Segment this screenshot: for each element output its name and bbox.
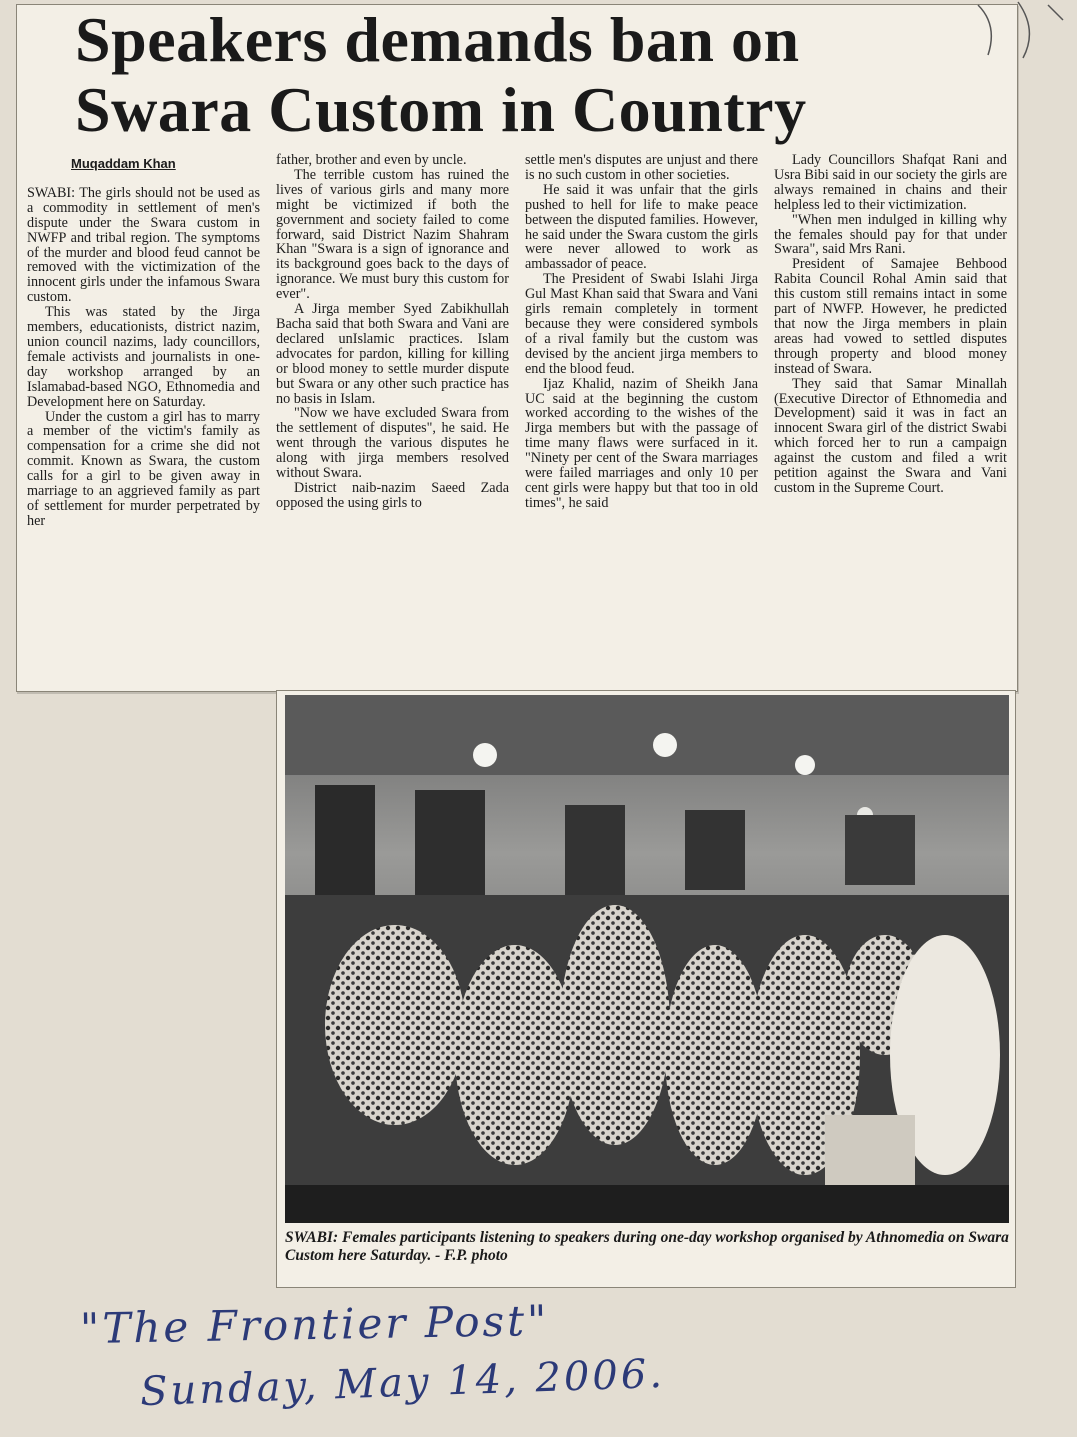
paragraph: They said that Samar Minallah (Executive Director of Ethnomedia and Development) said it was in fact an innocent Swara girl of the district Swabi which forced her to run a campaign against the custom and filed a writ petition against the Swara and Vani custom in the Supreme Court.: [774, 375, 1007, 496]
paragraph: Under the custom a girl has to marry a member of the victim's family as compensation for a crime she did not commit. Known as Swara, the custom calls for a girl to be given away in marriage to an aggrieved family as part of settlement for murder perpetrated by her: [27, 408, 260, 529]
headline: [75, 5, 995, 145]
paragraph: This was stated by the Jirga members, educationists, district nazim, union council nazims, lady councillors, female activists and journalists in one-day workshop arranged by an Islamabad-based NGO, Ethnomedia and Development here on Saturday.: [27, 304, 260, 410]
article-column-4: [774, 153, 1007, 688]
handwritten-date: Sunday, May 14, 2006.: [139, 1350, 666, 1416]
paragraph: Lady Councillors Shafqat Rani and Usra Bibi said in our society the girls are always remained in chains and their helpless led to their victimization.: [774, 153, 1007, 213]
headline-line-1: Speakers demands ban on: [75, 4, 800, 75]
paragraph: settle men's disputes are unjust and there is no such custom in other societies.: [525, 153, 758, 183]
paragraph: A Jirga member Syed Zabikhullah Bacha said that both Swara and Vani are declared unIslamic practices. Islam advocates for pardon, killing for killing or blood money to settle murder dispute but Swara or any other such practice has no basis in Islam.: [276, 301, 509, 407]
pen-mark-icon: [968, 0, 1068, 60]
article-column-3: [525, 153, 758, 688]
paragraph: District naib-nazim Saeed Zada opposed the using girls to: [276, 479, 509, 511]
article-column-2: [276, 153, 509, 688]
newspaper-clipping: [16, 4, 1018, 692]
paragraph: "Now we have excluded Swara from the settlement of disputes", he said. He went through the various disputes he along with jirga members resolved without Swara.: [276, 405, 509, 482]
paragraph: father, brother and even by uncle.: [276, 153, 467, 168]
photo-illustration: [285, 695, 1009, 1223]
workshop-photo: [285, 695, 1009, 1223]
headline-line-2: Swara Custom in Country: [75, 74, 807, 145]
article-column-1: [27, 153, 260, 688]
paragraph: The President of Swabi Islahi Jirga Gul Mast Khan said that Swara and Vani girls remain completely in torment because they were considered symbols of a rival family but the custom was devised by the ancient jirga members to end the blood feud.: [525, 271, 758, 377]
paragraph: The terrible custom has ruined the lives of various girls and many more might be victimized if both the government and society failed to come forward, said District Nazim Shahram Khan "Swara is a sign of ignorance and its background goes back to the days of ignorance. We must bury this custom for ever".: [276, 166, 509, 303]
photo-caption: SWABI: Females participants listening to speakers during one-day workshop organised by Athnomedia on Swara Custom here Saturday. - F.P. photo: [285, 1229, 1009, 1264]
handwritten-publication: "The Frontier Post": [79, 1295, 550, 1354]
paragraph: He said it was unfair that the girls pushed to hell for life to make peace between the disputed families. However, he said under the Swara custom the girls were never allowed to work as ambassador of peace.: [525, 181, 758, 273]
article-columns: [27, 153, 1007, 688]
photo-clipping: [276, 690, 1016, 1288]
paragraph: President of Samajee Behbood Rabita Council Rohal Amin said that this custom still remains intact in some part of NWFP. However, he predicted that now the Jirga members in plain areas had vowed to settled disputes through property and blood money instead of Swara.: [774, 256, 1007, 377]
paragraph: SWABI: The girls should not be used as a commodity in settlement of men's dispute under the Swara custom in NWFP and tribal region. The symptoms of the murder and blood feud cannot be removed with the victimization of the innocent girls under the infamous Swara custom.: [27, 184, 260, 306]
byline: Muqaddam Khan: [71, 156, 176, 171]
paragraph: Ijaz Khalid, nazim of Sheikh Jana UC said at the beginning the custom worked according to the wishes of the Jirga members but with the passage of time many flaws were surfaced in it. "Ninety per cent of the Swara marriages were failed marriages and only 10 per cent girls were happy but that too in old times", he said: [525, 375, 758, 511]
paragraph: "When men indulged in killing why the females should pay for that under Swara", said Mrs Rani.: [774, 211, 1007, 258]
